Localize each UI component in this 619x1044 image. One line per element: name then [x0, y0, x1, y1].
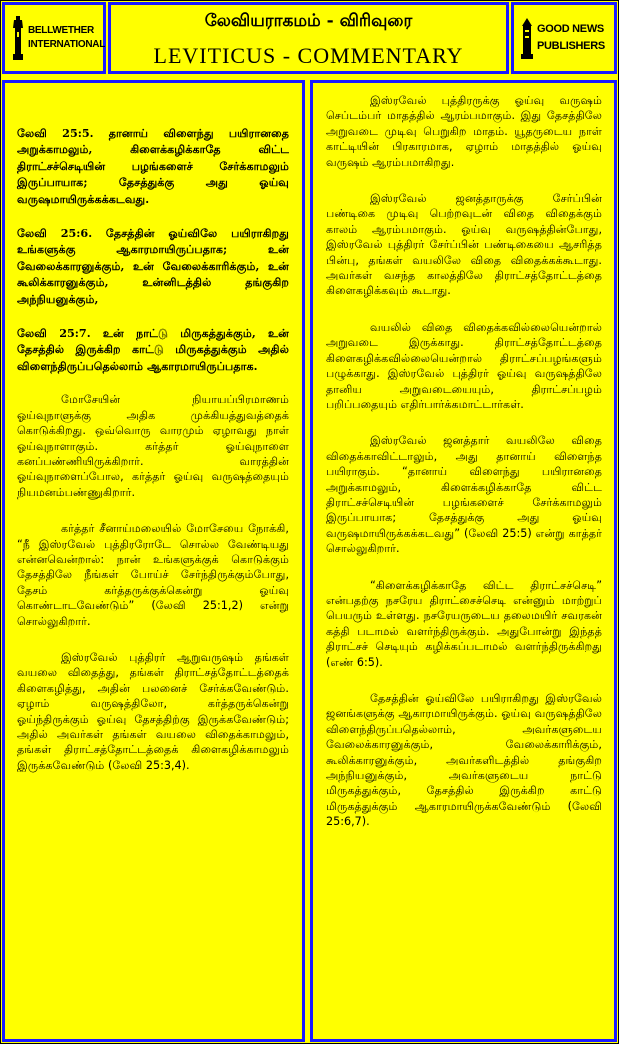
- left-column: [2, 80, 305, 1042]
- verse-25-5: லேவி 25:5. தானாய் விளைந்து பயிரானதை அறுக்காமலும், கிளைக்கழிக்காதே விட்ட திராட்சச்செடியின் பழங்களைச் சேர்க்காமலும் இருப்பாயாக; தேசத்துக்கு அது ஓய்வு வருஷமாயிருக்கக்கடவது.: [17, 126, 289, 206]
- paragraph: இஸ்ரவேல் புத்திரர் ஆறுவருஷம் தங்கள் வயலை விதைத்து, தங்கள் திராட்சத்தோட்டத்தைக் கிளைகழித்து, அதின் பலனைச் சேர்க்கவேண்டும். ஏழாம் வருஷத்திலோ, கர்த்தருக்கென்று ஓய்ந்திருக்கும் ஓய்வு தேசத்திற்கு இருக்கவேண்டும்; அதில் அவர்கள் தங்கள் வயலை விதைக்காமலும், தங்கள் திராட்சத்தோட்டத்தைக் கிளைகழிக்காமலும் இருக்கவேண்டும் (லேவி 25:3,4).: [17, 650, 289, 772]
- right-column: [310, 80, 617, 1042]
- right-logo-line2: PUBLISHERS: [537, 40, 605, 52]
- left-logo-line1: BELLWETHER: [28, 25, 94, 36]
- right-logo-line1: GOOD NEWS: [537, 23, 604, 35]
- header: [0, 0, 619, 78]
- good-news-logo: [520, 13, 608, 63]
- paragraph: கர்த்தர் சீனாய்மலையில் மோசேயை நோக்கி, “நீ இஸ்ரவேல் புத்திரரோடே சொல்ல வேண்டியது என்னவென்றால்: நான் உங்களுக்குக் கொடுக்கும் தேசத்திலே நீங்கள் போய்ச் சேர்ந்திருக்கும்போது, தேசம் கர்த்தருக்குக்கென்று ஓய்வு கொண்டாடவேண்டும்” (லேவி 25:1,2) என்று சொல்லுகிறார்.: [17, 522, 289, 628]
- title-tamil: லேவியராகமம் - விரிவுரை: [204, 11, 413, 31]
- paragraph: வயலில் விதை விதைக்கவில்லையென்றால் அறுவடை இருக்காது. திராட்சத்தோட்டத்தை கிளைகழிக்கவில்லையென்றால் திராட்சப்பழங்களும் பழுக்காது. இஸ்ரவேல் புத்திரர் ஓய்வு வருஷத்திலே தானிய அறுவடையையும், திராட்சப்பழம் பறிப்பதையும் எதிர்பார்க்கமாட்டார்கள்.: [326, 320, 602, 411]
- book-icon: [520, 16, 534, 60]
- paragraph: “கிளைக்கழிக்காதே விட்ட திராட்சச்செடி” என்பதற்கு நசரேய திராட்சைச்செடி என்னும் மாற்றுப் பெயரும் உள்ளது. நசரேயருடைய தலைமயிர் சவரகன் கத்தி படாமல் வளர்ந்திருக்கும். அதுபோன்று இந்தத் திராட்சச் செடியும் கழிக்கப்படாமல் வளர்ந்திருக்கிறது (எண் 6:5).: [326, 578, 602, 669]
- title-box: [108, 2, 509, 74]
- bell-tower-icon: [11, 16, 25, 60]
- paragraph: இஸ்ரவேல் ஜனத்தாருக்கு சேர்ப்பின் பண்டிகை முடிவு பெற்றவுடன் விதை விதைக்கும் காலம் ஆரம்பமாகும். ஓய்வு வருஷத்தின்போது, இஸ்ரவேல் புத்திரர் சேர்ப்பின் பண்டிகையை ஆசரித்த பின்பு, தங்கள் வயலிலே விதை விதைக்கக்கூடாது. அவர்கள் வசந்த காலத்திலே திராட்சத்தோட்டத்தை கிளைகழிக்கவும் கூடாது.: [326, 192, 602, 298]
- right-logo-box: [511, 2, 617, 74]
- left-logo-line2: INTERNATIONAL: [28, 39, 106, 50]
- verse-25-7: லேவி 25:7. உன் நாட்டு மிருகத்துக்கும், உன் தேசத்தில் இருக்கிற காட்டு மிருகத்துக்கும் அதில் விளைந்திருப்பதெல்லாம் ஆகாரமாயிருப்பதாக.: [17, 326, 289, 373]
- paragraph: இஸ்ரவேல் புத்திரருக்கு ஓய்வு வருஷம் செப்டம்பர் மாதத்தில் ஆரம்பமாகும். இது தேசத்திலே அறுவடை முடிவு பெறுகிற மாதம். யூதருடைய நாள் காட்டியின் பிரகாரமாக, ஏழாம் மாதத்தில் ஓய்வு வருஷம் ஆரம்பமாகிறது.: [326, 94, 602, 169]
- bellwether-logo: [11, 13, 106, 63]
- verse-25-6: லேவி 25:6. தேசத்தின் ஓய்விலே பயிராகிறது உங்களுக்கு ஆகாரமாயிருப்பதாக; உன் வேலைக்காரனுக்கும், உன் வேலைக்காரிக்கும், உன் கூலிக்காரனுக்கும், உன்னிடத்தில் தங்குகிற அந்நியனுக்கும்,: [17, 226, 289, 306]
- paragraph: தேசத்தின் ஓய்விலே பயிராகிறது இஸ்ரவேல் ஜனங்களுக்கு ஆகாரமாயிருக்கும். ஓய்வு வருஷத்திலே விளைந்திருப்பதெல்லாம், அவர்களுடைய வேலைக்காரனுக்கும், வேலைக்காரிக்கும், கூலிக்காரனுக்கும், அவர்களிடத்தில் தங்குகிற அந்நியனுக்கும், அவர்களுடைய நாட்டு மிருகத்துக்கும், தேசத்தில் இருக்கிற காட்டு மிருகத்துக்கும் ஆகாரமாயிருக்கவேண்டும் (லேவி 25:6,7).: [326, 692, 602, 829]
- left-logo-box: [2, 2, 106, 74]
- paragraph: மோசேயின் நியாயப்பிரமாணம் ஓய்வுநாளுக்கு அதிக முக்கியத்துவத்தைக் கொடுக்கிறது. ஒவ்வொரு வாரமும் ஏழாவது நாள் ஓய்வுநாளாகும். கர்த்தர் ஓய்வுநாளை கனப்பண்ணியிருக்கிறார். வாரத்தின் ஓய்வுநாளைப்போல, கர்த்தர் ஓய்வு வருஷத்தையும் நியமனம்பண்ணுகிறார்.: [17, 393, 289, 499]
- title-english: LEVITICUS - COMMENTARY: [153, 43, 464, 68]
- paragraph: இஸ்ரவேல் ஜனத்தார் வயலிலே விதை விதைக்காவிட்டாலும், அது தானாய் விளைந்த பயிராகும். “தானாய் விளைந்து பயிரானதை அறுக்காமலும், கிளைக்கழிக்காதே விட்ட திராட்சச்செடியின் பழங்களைச் சேர்க்காமலும் இருப்பாயாக; தேசத்துக்கு அது ஓய்வு வருஷமாயிருக்கக்கடவது” (லேவி 25:5) என்று காத்தர் சொல்லுகிறார்.: [326, 434, 602, 556]
